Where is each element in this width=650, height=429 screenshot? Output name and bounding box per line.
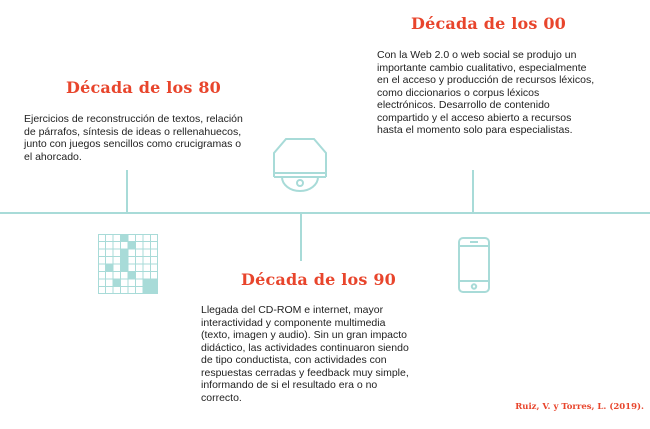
decade-80s-text: Ejercicios de reconstrucción de textos, relación de párrafos, síntesis de ideas o rellenahuecos, junto con juegos sencillos como crucigramas o el ahorcado. xyxy=(24,113,243,163)
decade-90s-title: Década de los 90 xyxy=(241,270,397,289)
crossword-grid-icon xyxy=(98,234,158,294)
decade-90s-text: Llegada del CD-ROM e internet, mayor interactividad y componente multimedia (texto, imagen y audio). Sin un gran impacto didáctico, las actividades continuaron siendo de tipo conductista, con actividades con respuestas cerradas y feedback muy simple, informando de si el resultado era o no correcto. xyxy=(201,304,409,404)
citation: Ruiz, V. y Torres, L. (2019). xyxy=(515,402,644,412)
smartphone-icon xyxy=(458,237,490,293)
cd-drive-icon xyxy=(272,137,328,195)
decade-80s-title: Década de los 80 xyxy=(66,78,222,97)
decade-00s-title: Década de los 00 xyxy=(411,14,567,33)
decade-00s-text: Con la Web 2.0 o web social se produjo un importante cambio cualitativo, especialmente en el acceso y producción de recursos léxicos, como diccionarios o corpus léxicos electrónicos. Desarrollo de contenido compartido y el acceso abierto a recursos hasta el momento solo para especialistas. xyxy=(377,49,595,136)
connector-80s xyxy=(126,170,128,213)
connector-90s xyxy=(300,213,302,261)
connector-00s xyxy=(472,170,474,213)
timeline-axis xyxy=(0,212,650,214)
